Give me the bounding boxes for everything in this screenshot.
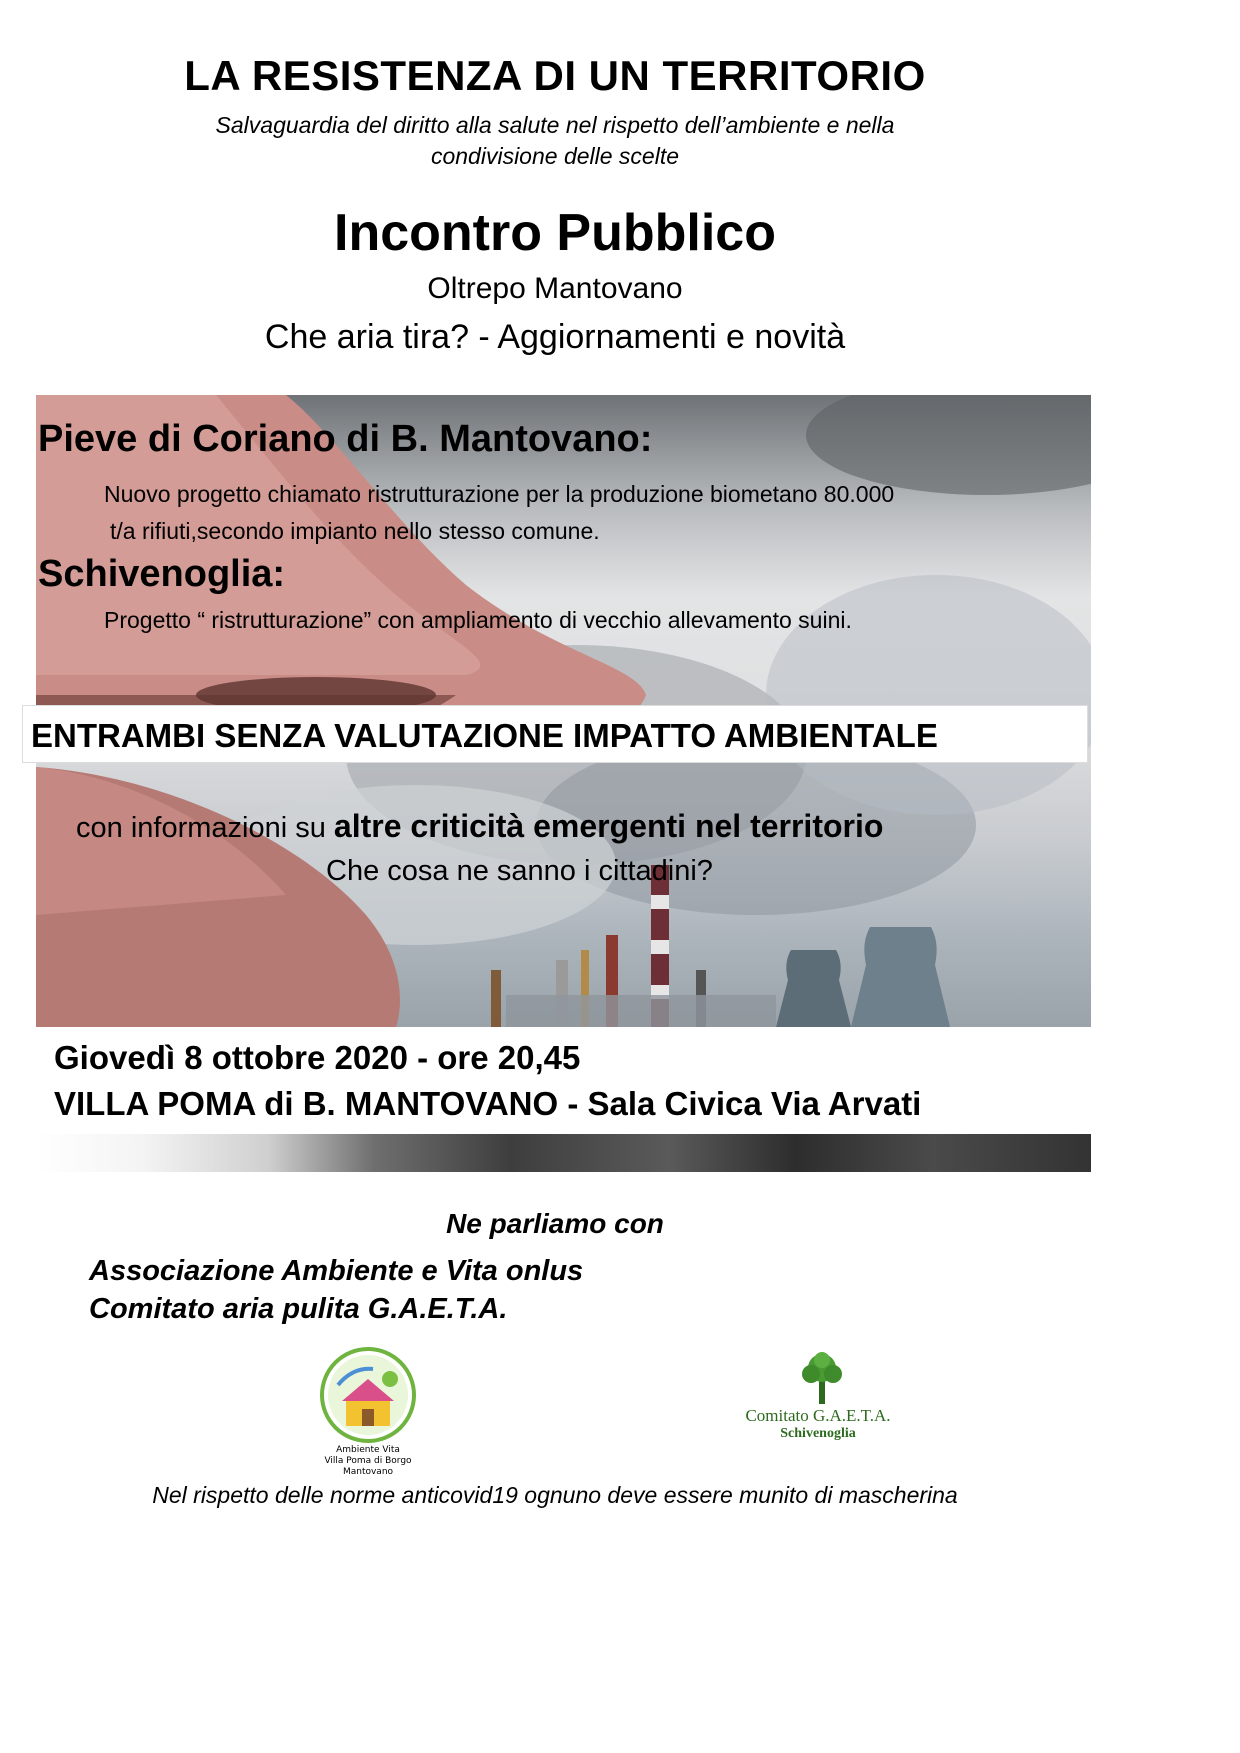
gaeta-tree-logo	[795, 1350, 849, 1406]
project-text-schivenoglia: Progetto “ ristrutturazione” con ampliamento di vecchio allevamento suini.	[104, 607, 852, 633]
ambiente-vita-caption	[298, 1445, 438, 1478]
event-venue: VILLA POMA di B. MANTOVANO - Sala Civica Via Arvati	[54, 1085, 922, 1122]
info-highlight: altre criticità emergenti nel territorio	[333, 808, 884, 844]
banner-text: ENTRAMBI SENZA VALUTAZIONE IMPATTO AMBIENTALE	[31, 717, 938, 754]
info-question: Che cosa ne sanno i cittadini?	[326, 855, 713, 887]
project-text-pieve	[104, 476, 894, 550]
ambiente-vita-caption-2: Villa Poma di Borgo Mantovano	[324, 1456, 412, 1477]
poster-title: LA RESISTENZA DI UN TERRITORIO	[184, 52, 926, 99]
project-text-pieve-line-1: Nuovo progetto chiamato ristrutturazione per la produzione biometano 80.000	[104, 481, 895, 507]
poster-subtitle	[0, 110, 1110, 172]
event-topic: Che aria tira? - Aggiornamenti e novità	[264, 318, 846, 356]
organizers-heading: Ne parliamo con	[446, 1208, 664, 1239]
waste-barrels-strip	[36, 1134, 1091, 1172]
subtitle-line-1: Salvaguardia del diritto alla salute nel rispetto dell’ambiente e nella	[215, 112, 895, 138]
event-date: Giovedì 8 ottobre 2020 - ore 20,45	[54, 1039, 581, 1076]
event-title: Incontro Pubblico	[334, 204, 776, 262]
project-text-pieve-line-2: t/a rifiuti,secondo impianto nello stesso comune.	[110, 518, 600, 544]
ambiente-vita-caption-1: Ambiente Vita	[336, 1445, 400, 1455]
gaeta-logo-name: Comitato G.A.E.T.A.	[745, 1406, 891, 1425]
covid-notice: Nel rispetto delle norme anticovid19 ognuno deve essere munito di mascherina	[152, 1482, 958, 1508]
info-prefix: con informazioni su	[76, 812, 326, 844]
project-heading-pieve: Pieve di Coriano di B. Mantovano:	[38, 418, 653, 460]
tree-icon	[795, 1350, 849, 1406]
event-place: Oltrepo Mantovano	[427, 272, 683, 305]
project-heading-schivenoglia: Schivenoglia:	[38, 553, 286, 595]
info-line	[76, 808, 883, 845]
no-environmental-assessment-banner	[22, 705, 1088, 763]
organizer-ambiente-vita: Associazione Ambiente e Vita onlus	[89, 1255, 584, 1287]
organizer-gaeta: Comitato aria pulita G.A.E.T.A.	[89, 1293, 508, 1325]
subtitle-line-2: condivisione delle scelte	[430, 143, 680, 169]
ambiente-vita-logo	[318, 1345, 418, 1445]
gaeta-logo-sub: Schivenoglia	[780, 1426, 856, 1441]
ambiente-vita-logo-graphic	[318, 1345, 418, 1445]
